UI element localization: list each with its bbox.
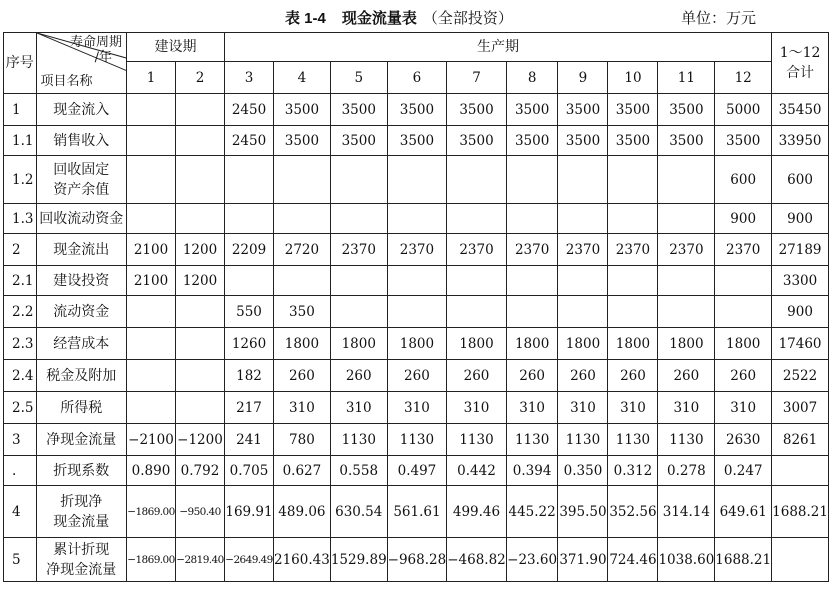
value-cell (127, 296, 176, 328)
value-cell (506, 266, 558, 296)
total-cell: 2522 (772, 360, 829, 392)
value-cell: 0.394 (506, 456, 558, 486)
value-cell: 350 (274, 296, 331, 328)
value-cell: 1038.60 (658, 538, 715, 582)
value-cell: 217 (225, 392, 274, 424)
value-cell (127, 360, 176, 392)
value-cell: 2100 (127, 266, 176, 296)
value-cell: 5000 (715, 94, 772, 126)
value-cell: 3500 (387, 94, 447, 126)
value-cell (127, 126, 176, 156)
value-cell: 1130 (608, 424, 658, 456)
value-cell: 1130 (330, 424, 387, 456)
value-cell: 1800 (330, 328, 387, 360)
value-cell: 3500 (330, 126, 387, 156)
row-seq: 2.5 (4, 392, 37, 424)
value-cell: 352.56 (608, 486, 658, 538)
row-seq: 5 (4, 538, 37, 582)
value-cell: 3500 (506, 126, 558, 156)
value-cell: 0.247 (715, 456, 772, 486)
value-cell (274, 266, 331, 296)
cash-flow-table (3, 32, 829, 582)
value-cell (608, 204, 658, 234)
value-cell (127, 392, 176, 424)
row-item-name: 回收固定 资产余值 (36, 156, 127, 204)
total-header-range: 1～12 (779, 45, 821, 61)
value-cell: 2370 (658, 234, 715, 266)
value-cell: 182 (225, 360, 274, 392)
year-header: 1 (127, 62, 176, 94)
table-row (4, 360, 829, 392)
value-cell: 310 (658, 392, 715, 424)
value-cell: 0.792 (176, 456, 225, 486)
total-cell: 900 (772, 296, 829, 328)
value-cell: 600 (715, 156, 772, 204)
year-header: 4 (274, 62, 331, 94)
total-cell: 27189 (772, 234, 829, 266)
value-cell: 310 (274, 392, 331, 424)
value-cell: 2160.43 (274, 538, 331, 582)
year-header: 10 (608, 62, 658, 94)
value-cell: 310 (558, 392, 608, 424)
value-cell (608, 156, 658, 204)
value-cell: 3500 (387, 126, 447, 156)
value-cell (447, 296, 507, 328)
value-cell: 169.91 (225, 486, 274, 538)
table-row (4, 328, 829, 360)
value-cell: 0.890 (127, 456, 176, 486)
value-cell: 2100 (127, 234, 176, 266)
total-cell: 17460 (772, 328, 829, 360)
value-cell: 1260 (225, 328, 274, 360)
value-cell: 2370 (330, 234, 387, 266)
year-header: 7 (447, 62, 507, 94)
row-seq: 1.1 (4, 126, 37, 156)
row-item-name: 净现金流量 (36, 424, 127, 456)
value-cell: 1800 (506, 328, 558, 360)
value-cell: 2209 (225, 234, 274, 266)
value-cell: −2649.49 (225, 538, 274, 582)
value-cell (330, 296, 387, 328)
table-row (4, 486, 829, 538)
value-cell: 260 (558, 360, 608, 392)
value-cell (274, 204, 331, 234)
value-cell (387, 266, 447, 296)
value-cell (558, 204, 608, 234)
value-cell (506, 296, 558, 328)
value-cell: 1130 (387, 424, 447, 456)
row-seq: 1.2 (4, 156, 37, 204)
value-cell (506, 156, 558, 204)
total-header-label: 合计 (786, 65, 815, 81)
total-cell (772, 456, 829, 486)
value-cell: 1800 (558, 328, 608, 360)
value-cell (176, 328, 225, 360)
row-item-name: 折现净 现金流量 (36, 486, 127, 538)
value-cell: −23.60 (506, 538, 558, 582)
value-cell: 260 (658, 360, 715, 392)
value-cell (387, 156, 447, 204)
value-cell (608, 266, 658, 296)
value-cell: 3500 (447, 94, 507, 126)
value-cell: 3500 (558, 94, 608, 126)
year-header: 2 (176, 62, 225, 94)
value-cell: 2370 (608, 234, 658, 266)
value-cell (558, 266, 608, 296)
value-cell: 1130 (506, 424, 558, 456)
row-item-name: 现金流出 (36, 234, 127, 266)
value-cell: 310 (715, 392, 772, 424)
value-cell (658, 296, 715, 328)
value-cell (330, 156, 387, 204)
value-cell: 314.14 (658, 486, 715, 538)
value-cell (127, 94, 176, 126)
table-row (4, 156, 829, 204)
row-item-name: 回收流动资金 (36, 204, 127, 234)
value-cell: 2370 (447, 234, 507, 266)
value-cell: 489.06 (274, 486, 331, 538)
diag-item-name: 项目名称 (40, 74, 93, 89)
value-cell (176, 94, 225, 126)
row-item-name: 所得税 (36, 392, 127, 424)
value-cell (558, 156, 608, 204)
table-row (4, 424, 829, 456)
value-cell: 1200 (176, 266, 225, 296)
row-item-name: 累计折现 净现金流量 (36, 538, 127, 582)
value-cell (225, 266, 274, 296)
row-seq: 2.4 (4, 360, 37, 392)
value-cell: 1688.21 (715, 538, 772, 582)
value-cell: 3500 (715, 126, 772, 156)
value-cell: −1869.00 (127, 486, 176, 538)
value-cell: 1800 (608, 328, 658, 360)
row-seq: . (4, 456, 37, 486)
row-item-name: 税金及附加 (36, 360, 127, 392)
table-caption (0, 0, 829, 32)
value-cell: 1800 (447, 328, 507, 360)
value-cell (658, 204, 715, 234)
row-seq: 1.3 (4, 204, 37, 234)
table-row (4, 94, 829, 126)
value-cell: 2370 (715, 234, 772, 266)
value-cell: 260 (506, 360, 558, 392)
value-cell (225, 156, 274, 204)
row-seq: 3 (4, 424, 37, 456)
value-cell: 499.46 (447, 486, 507, 538)
table-row (4, 204, 829, 234)
value-cell (447, 156, 507, 204)
value-cell: 1800 (715, 328, 772, 360)
value-cell: 3500 (658, 126, 715, 156)
year-header: 6 (387, 62, 447, 94)
row-item-name: 折现系数 (36, 456, 127, 486)
value-cell (387, 204, 447, 234)
row-item-name: 流动资金 (36, 296, 127, 328)
table-row (4, 234, 829, 266)
value-cell (176, 392, 225, 424)
value-cell: 3500 (274, 126, 331, 156)
value-cell (176, 156, 225, 204)
year-header: 12 (715, 62, 772, 94)
value-cell (715, 266, 772, 296)
unit-label: 单位：万元 (681, 9, 757, 27)
value-cell: 0.312 (608, 456, 658, 486)
value-cell: 3500 (608, 94, 658, 126)
row-seq: 1 (4, 94, 37, 126)
value-cell (387, 296, 447, 328)
value-cell: 310 (330, 392, 387, 424)
value-cell (658, 156, 715, 204)
value-cell: 260 (608, 360, 658, 392)
value-cell: −468.82 (447, 538, 507, 582)
table-subtitle: （全部投资） (422, 9, 513, 27)
value-cell (274, 156, 331, 204)
value-cell: 1800 (387, 328, 447, 360)
value-cell: 310 (447, 392, 507, 424)
value-cell: 2450 (225, 126, 274, 156)
value-cell: −1869.00 (127, 538, 176, 582)
year-header: 8 (506, 62, 558, 94)
table-row (4, 538, 829, 582)
table-title-text: 现金流量表 (341, 9, 417, 27)
table-row (4, 392, 829, 424)
value-cell: 2370 (506, 234, 558, 266)
value-cell: 0.705 (225, 456, 274, 486)
table-row (4, 266, 829, 296)
table-row (4, 296, 829, 328)
value-cell: −950.40 (176, 486, 225, 538)
row-item-name: 经营成本 (36, 328, 127, 360)
value-cell (176, 126, 225, 156)
total-cell: 900 (772, 204, 829, 234)
value-cell: 0.350 (558, 456, 608, 486)
seq-header: 序号 (4, 33, 37, 94)
total-cell: 33950 (772, 126, 829, 156)
value-cell (658, 266, 715, 296)
value-cell: 241 (225, 424, 274, 456)
row-seq: 2.1 (4, 266, 37, 296)
value-cell: 3500 (506, 94, 558, 126)
value-cell: 0.497 (387, 456, 447, 486)
value-cell (176, 204, 225, 234)
value-cell: 310 (608, 392, 658, 424)
value-cell: 3500 (558, 126, 608, 156)
diag-year: /年 (94, 50, 112, 65)
value-cell: 0.442 (447, 456, 507, 486)
row-seq: 2.3 (4, 328, 37, 360)
value-cell (447, 204, 507, 234)
value-cell: 1529.89 (330, 538, 387, 582)
row-seq: 4 (4, 486, 37, 538)
value-cell: 3500 (608, 126, 658, 156)
total-cell: 1688.21 (772, 486, 829, 538)
value-cell: 1130 (658, 424, 715, 456)
value-cell: 2450 (225, 94, 274, 126)
value-cell: 395.50 (558, 486, 608, 538)
construction-period-header: 建设期 (127, 33, 225, 62)
year-header: 5 (330, 62, 387, 94)
value-cell: 3500 (330, 94, 387, 126)
value-cell: 2370 (558, 234, 608, 266)
value-cell: 2370 (387, 234, 447, 266)
total-cell (772, 538, 829, 582)
row-item-name: 建设投资 (36, 266, 127, 296)
value-cell: 0.627 (274, 456, 331, 486)
value-cell (506, 204, 558, 234)
value-cell: 3500 (274, 94, 331, 126)
production-period-header: 生产期 (225, 33, 772, 62)
row-item-name: 现金流入 (36, 94, 127, 126)
value-cell (127, 328, 176, 360)
value-cell: 260 (330, 360, 387, 392)
total-cell: 3007 (772, 392, 829, 424)
row-seq: 2.2 (4, 296, 37, 328)
value-cell (608, 296, 658, 328)
value-cell: 260 (387, 360, 447, 392)
value-cell: 310 (387, 392, 447, 424)
value-cell: −968.28 (387, 538, 447, 582)
value-cell: 1800 (658, 328, 715, 360)
value-cell: 1130 (447, 424, 507, 456)
value-cell: 900 (715, 204, 772, 234)
value-cell: 780 (274, 424, 331, 456)
value-cell (127, 156, 176, 204)
value-cell (330, 266, 387, 296)
row-seq: 2 (4, 234, 37, 266)
row-item-name: 销售收入 (36, 126, 127, 156)
value-cell: 260 (274, 360, 331, 392)
value-cell (558, 296, 608, 328)
value-cell: 0.278 (658, 456, 715, 486)
diagonal-header (36, 33, 127, 94)
value-cell: 724.46 (608, 538, 658, 582)
year-header: 3 (225, 62, 274, 94)
value-cell: 561.61 (387, 486, 447, 538)
total-cell: 35450 (772, 94, 829, 126)
year-header: 9 (558, 62, 608, 94)
value-cell: 3500 (658, 94, 715, 126)
table-number: 表 1-4 (285, 10, 326, 27)
total-cell: 8261 (772, 424, 829, 456)
value-cell: 1130 (558, 424, 608, 456)
value-cell (447, 266, 507, 296)
value-cell: 445.22 (506, 486, 558, 538)
value-cell (176, 296, 225, 328)
value-cell: −2100 (127, 424, 176, 456)
value-cell: 260 (715, 360, 772, 392)
value-cell (715, 296, 772, 328)
total-header (772, 33, 829, 94)
value-cell: 550 (225, 296, 274, 328)
value-cell: −2819.40 (176, 538, 225, 582)
total-cell: 600 (772, 156, 829, 204)
value-cell (330, 204, 387, 234)
total-cell: 3300 (772, 266, 829, 296)
value-cell: −1200 (176, 424, 225, 456)
diag-life-cycle: 寿命周期 (69, 35, 122, 50)
value-cell: 2630 (715, 424, 772, 456)
table-title (285, 7, 513, 28)
table-row (4, 456, 829, 486)
value-cell: 1800 (274, 328, 331, 360)
value-cell: 1200 (176, 234, 225, 266)
value-cell: 3500 (447, 126, 507, 156)
value-cell: 260 (447, 360, 507, 392)
year-header: 11 (658, 62, 715, 94)
value-cell: 630.54 (330, 486, 387, 538)
value-cell (127, 204, 176, 234)
value-cell: 0.558 (330, 456, 387, 486)
value-cell: 371.90 (558, 538, 608, 582)
value-cell: 310 (506, 392, 558, 424)
table-row (4, 126, 829, 156)
value-cell (225, 204, 274, 234)
value-cell: 649.61 (715, 486, 772, 538)
value-cell: 2720 (274, 234, 331, 266)
value-cell (176, 360, 225, 392)
